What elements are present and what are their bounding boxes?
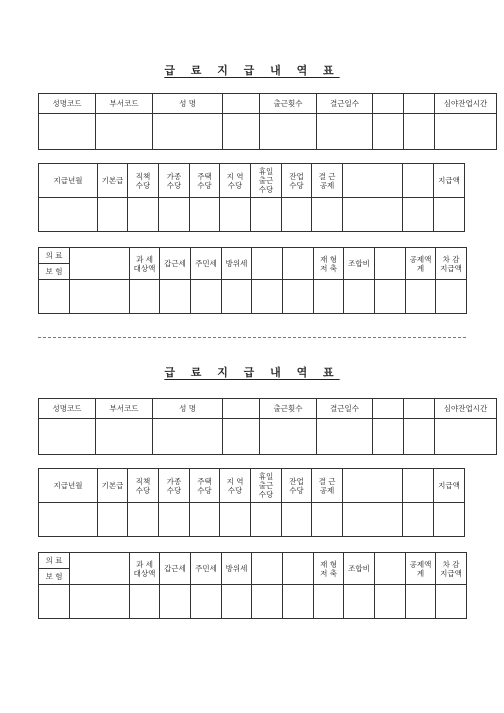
- header-base-pay: 기본급: [98, 164, 128, 198]
- header-blank: [403, 164, 434, 198]
- header-blank: [373, 94, 404, 114]
- header-blank: [404, 94, 435, 114]
- header-family-allowance: 가종 수당: [159, 469, 190, 503]
- entry-cell[interactable]: [317, 114, 373, 150]
- header-net-payment: 차 감 지급액: [436, 553, 467, 585]
- header-absence-days: 결근일수: [317, 94, 373, 114]
- header-blank: [70, 248, 130, 280]
- entry-cell[interactable]: [435, 419, 497, 455]
- header-name-code: 성명코드: [39, 94, 96, 114]
- entry-cell[interactable]: [403, 198, 434, 232]
- entry-cell[interactable]: [344, 585, 375, 619]
- header-night-overtime-hours: 심야잔업시간: [435, 94, 497, 114]
- header-resident-tax: 주민세: [191, 248, 222, 280]
- header-payment-amount: 지급액: [434, 164, 465, 198]
- header-defense-tax: 방위세: [222, 553, 252, 585]
- header-housing-allowance: 주택 수당: [190, 469, 220, 503]
- deduction-table: [38, 247, 467, 314]
- entry-cell[interactable]: [98, 503, 128, 537]
- header-name: 성 명: [153, 399, 223, 419]
- cut-line-divider: [38, 337, 466, 338]
- entry-cell[interactable]: [128, 503, 159, 537]
- entry-cell[interactable]: [70, 585, 130, 619]
- entry-cell[interactable]: [375, 585, 406, 619]
- entry-cell[interactable]: [160, 280, 191, 314]
- employee-info-table: [38, 398, 497, 455]
- header-position-allowance: 직책 수당: [128, 164, 159, 198]
- entry-cell[interactable]: [260, 114, 317, 150]
- entry-cell[interactable]: [39, 503, 98, 537]
- entry-cell[interactable]: [159, 503, 190, 537]
- header-blank: [343, 469, 403, 503]
- header-income-tax: 갑근세: [160, 553, 191, 585]
- header-medical: 의 료: [39, 553, 70, 569]
- header-attendance-count: 출근횟수: [260, 399, 317, 419]
- header-name: 성 명: [153, 94, 223, 114]
- header-blank: [252, 553, 283, 585]
- entry-cell[interactable]: [252, 585, 283, 619]
- payment-table: [38, 163, 465, 232]
- entry-cell[interactable]: [312, 503, 343, 537]
- entry-cell[interactable]: [403, 503, 434, 537]
- entry-cell[interactable]: [70, 280, 130, 314]
- entry-cell[interactable]: [406, 280, 436, 314]
- header-regional-allowance: 지 역 수당: [220, 164, 251, 198]
- entry-cell[interactable]: [220, 503, 251, 537]
- entry-cell[interactable]: [436, 585, 467, 619]
- entry-cell[interactable]: [314, 585, 344, 619]
- header-pay-month: 지급년월: [39, 164, 98, 198]
- header-night-overtime-hours: 심야잔업시간: [435, 399, 497, 419]
- header-blank: [70, 553, 130, 585]
- entry-cell[interactable]: [223, 114, 260, 150]
- form-title: 급 료 지 급 내 역 표: [164, 366, 340, 379]
- entry-cell[interactable]: [406, 585, 436, 619]
- header-blank: [343, 164, 403, 198]
- header-defense-tax: 방위세: [222, 248, 252, 280]
- header-blank: [223, 94, 260, 114]
- header-position-allowance: 직책 수당: [128, 469, 159, 503]
- entry-cell[interactable]: [190, 503, 220, 537]
- entry-cell[interactable]: [283, 280, 314, 314]
- form-title: 급 료 지 급 내 역 표: [164, 64, 340, 77]
- header-blank: [252, 248, 283, 280]
- entry-cell[interactable]: [220, 198, 251, 232]
- header-blank: [375, 553, 406, 585]
- entry-cell[interactable]: [39, 585, 70, 619]
- header-overtime-allowance: 잔업 수당: [282, 469, 312, 503]
- header-insurance: 보 험: [39, 569, 70, 585]
- header-payment-amount: 지급액: [434, 469, 465, 503]
- entry-cell[interactable]: [191, 280, 222, 314]
- header-total-deduction: 공제액 계: [406, 553, 436, 585]
- entry-cell[interactable]: [128, 198, 159, 232]
- header-savings: 재 형 저 축: [314, 248, 344, 280]
- entry-cell[interactable]: [191, 585, 222, 619]
- header-holiday-allowance: 휴일 출근 수당: [251, 164, 282, 198]
- header-blank: [223, 399, 260, 419]
- entry-cell[interactable]: [222, 280, 252, 314]
- header-medical: 의 료: [39, 248, 70, 264]
- entry-cell[interactable]: [252, 280, 283, 314]
- entry-cell[interactable]: [130, 280, 160, 314]
- header-net-payment: 차 감 지급액: [436, 248, 467, 280]
- entry-cell[interactable]: [251, 503, 282, 537]
- entry-cell[interactable]: [251, 198, 282, 232]
- header-blank: [283, 553, 314, 585]
- header-absence-deduction: 결 근 공제: [312, 469, 343, 503]
- header-dept-code: 부서코드: [96, 94, 153, 114]
- header-total-deduction: 공제액 계: [406, 248, 436, 280]
- entry-cell[interactable]: [39, 198, 98, 232]
- header-housing-allowance: 주택 수당: [190, 164, 220, 198]
- header-blank: [373, 399, 404, 419]
- header-blank: [404, 399, 435, 419]
- header-attendance-count: 출근횟수: [260, 94, 317, 114]
- header-regional-allowance: 지 역 수당: [220, 469, 251, 503]
- entry-cell[interactable]: [373, 114, 404, 150]
- header-savings: 재 형 저 축: [314, 553, 344, 585]
- entry-cell[interactable]: [343, 198, 403, 232]
- entry-cell[interactable]: [317, 419, 373, 455]
- entry-cell[interactable]: [404, 114, 435, 150]
- entry-cell[interactable]: [282, 503, 312, 537]
- entry-cell[interactable]: [98, 198, 128, 232]
- entry-cell[interactable]: [344, 280, 375, 314]
- header-union-fee: 조합비: [344, 248, 375, 280]
- entry-cell[interactable]: [130, 585, 160, 619]
- entry-cell[interactable]: [375, 280, 406, 314]
- entry-cell[interactable]: [434, 503, 465, 537]
- header-absence-deduction: 결 근 공제: [312, 164, 343, 198]
- entry-cell[interactable]: [39, 114, 96, 150]
- employee-info-table: [38, 93, 497, 150]
- entry-cell[interactable]: [222, 585, 252, 619]
- entry-cell[interactable]: [223, 419, 260, 455]
- header-blank: [283, 248, 314, 280]
- entry-cell[interactable]: [39, 280, 70, 314]
- entry-cell[interactable]: [190, 198, 220, 232]
- header-blank: [403, 469, 434, 503]
- entry-cell[interactable]: [373, 419, 404, 455]
- entry-cell[interactable]: [314, 280, 344, 314]
- deduction-table: [38, 552, 467, 619]
- entry-cell[interactable]: [436, 280, 467, 314]
- entry-cell[interactable]: [404, 419, 435, 455]
- entry-cell[interactable]: [159, 198, 190, 232]
- header-taxable-amount: 과 세 대상액: [130, 248, 160, 280]
- header-insurance: 보 험: [39, 264, 70, 280]
- header-dept-code: 부서코드: [96, 399, 153, 419]
- entry-cell[interactable]: [435, 114, 497, 150]
- header-blank: [375, 248, 406, 280]
- header-family-allowance: 가종 수당: [159, 164, 190, 198]
- entry-cell[interactable]: [160, 585, 191, 619]
- header-name-code: 성명코드: [39, 399, 96, 419]
- header-taxable-amount: 과 세 대상액: [130, 553, 160, 585]
- entry-cell[interactable]: [282, 198, 312, 232]
- entry-cell[interactable]: [153, 419, 223, 455]
- entry-cell[interactable]: [434, 198, 465, 232]
- header-union-fee: 조합비: [344, 553, 375, 585]
- header-resident-tax: 주민세: [191, 553, 222, 585]
- header-holiday-allowance: 휴일 출근 수당: [251, 469, 282, 503]
- entry-cell[interactable]: [260, 419, 317, 455]
- entry-cell[interactable]: [343, 503, 403, 537]
- entry-cell[interactable]: [153, 114, 223, 150]
- entry-cell[interactable]: [312, 198, 343, 232]
- entry-cell[interactable]: [96, 114, 153, 150]
- header-pay-month: 지급년월: [39, 469, 98, 503]
- payment-table: [38, 468, 465, 537]
- header-overtime-allowance: 잔업 수당: [282, 164, 312, 198]
- entry-cell[interactable]: [39, 419, 96, 455]
- entry-cell[interactable]: [283, 585, 314, 619]
- header-income-tax: 갑근세: [160, 248, 191, 280]
- header-absence-days: 결근일수: [317, 399, 373, 419]
- entry-cell[interactable]: [96, 419, 153, 455]
- header-base-pay: 기본급: [98, 469, 128, 503]
